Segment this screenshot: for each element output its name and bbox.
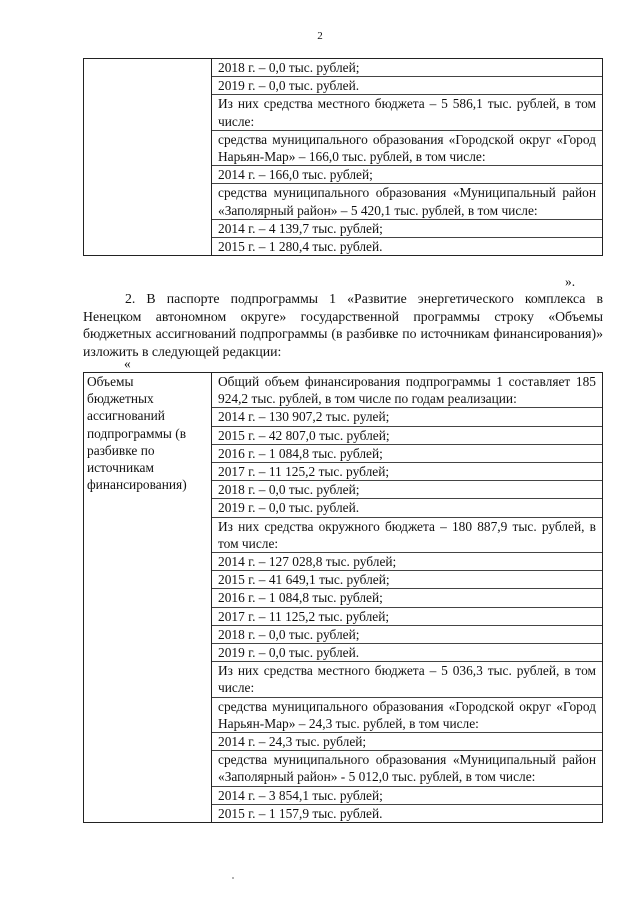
table-line: 2018 г. – 0,0 тыс. рублей;	[212, 59, 602, 77]
page-number: 2	[317, 30, 323, 42]
table-line: 2018 г. – 0,0 тыс. рублей;	[212, 626, 602, 644]
table-line: Общий объем финансирования подпрограммы 1 составляет 185 924,2 тыс. рублей, в том числе по годам реализации:	[212, 373, 602, 408]
closing-quote: ».	[565, 274, 576, 289]
table-line: 2019 г. – 0,0 тыс. рублей.	[212, 77, 602, 95]
table-line: средства муниципального образования «Городской округ «Город Нарьян-Мар» – 24,3 тыс. рублей, в том числе:	[212, 698, 602, 733]
amendment-paragraph	[83, 290, 603, 360]
paragraph-text: 2. В паспорте подпрограммы 1 «Развитие энергетического комплекса в Ненецком автономном округе» государственной программы строку «Объемы бюджетных ассигнований подпрограммы (в разбивке по источникам финансирования)» изложить в следующей редакции:	[83, 291, 603, 359]
table-line: 2016 г. – 1 084,8 тыс. рублей;	[212, 445, 602, 463]
label-line: ассигнований	[87, 408, 165, 424]
table-line: 2018 г. – 0,0 тыс. рублей;	[212, 481, 602, 499]
label-line: источникам	[87, 460, 154, 476]
table-line: 2015 г. – 42 807,0 тыс. рублей;	[212, 427, 602, 445]
table-line: 2015 г. – 41 649,1 тыс. рублей;	[212, 571, 602, 589]
label-line: подпрограммы (в	[87, 425, 187, 441]
budget-allocation-table	[83, 372, 603, 823]
table-line: 2014 г. – 166,0 тыс. рублей;	[212, 166, 602, 184]
label-line: Объемы	[87, 374, 134, 389]
table-line: Из них средства окружного бюджета – 180 887,9 тыс. рублей, в том числе:	[212, 518, 602, 553]
table-line: 2017 г. – 11 125,2 тыс. рублей;	[212, 463, 602, 481]
table-line: 2019 г. – 0,0 тыс. рублей.	[212, 499, 602, 517]
table-line: 2016 г. – 1 084,8 тыс. рублей;	[212, 589, 602, 607]
table-line: 2014 г. – 3 854,1 тыс. рублей;	[212, 787, 602, 805]
label-line: разбивке по	[87, 442, 155, 458]
table-line: 2019 г. – 0,0 тыс. рублей.	[212, 644, 602, 662]
table-line: Из них средства местного бюджета – 5 586,1 тыс. рублей, в том числе:	[212, 95, 602, 130]
table-line: 2015 г. – 1 157,9 тыс. рублей.	[218, 805, 383, 821]
table-line: средства муниципального образования «Муниципальный район «Заполярный район» – 5 420,1 тыс. рублей, в том числе:	[212, 184, 602, 219]
table-line: 2014 г. – 24,3 тыс. рублей;	[212, 733, 602, 751]
label-line: финансирования)	[87, 477, 187, 493]
opening-quote: «	[124, 356, 131, 371]
scan-speck	[232, 877, 234, 879]
table-line: средства муниципального образования «Городской округ «Город Нарьян-Мар» – 166,0 тыс. рублей, в том числе:	[212, 131, 602, 166]
label-line: бюджетных	[87, 391, 154, 407]
empty-label-cell	[84, 59, 212, 256]
label-cell	[84, 373, 212, 823]
content-cell	[212, 59, 603, 256]
table-line: 2014 г. – 127 028,8 тыс. рублей;	[212, 553, 602, 571]
table-line: 2015 г. – 1 280,4 тыс. рублей.	[218, 239, 383, 255]
table-line: 2017 г. – 11 125,2 тыс. рублей;	[212, 608, 602, 626]
table-line: 2014 г. – 130 907,2 тыс. рулей;	[212, 408, 602, 426]
table-line: 2014 г. – 4 139,7 тыс. рублей;	[212, 220, 602, 238]
content-cell	[212, 373, 603, 823]
table-line: Из них средства местного бюджета – 5 036,3 тыс. рублей, в том числе:	[212, 662, 602, 697]
table-line: средства муниципального образования «Муниципальный район «Заполярный район» - 5 012,0 тыс. рублей, в том числе:	[212, 751, 602, 786]
previous-table-fragment	[83, 58, 603, 256]
